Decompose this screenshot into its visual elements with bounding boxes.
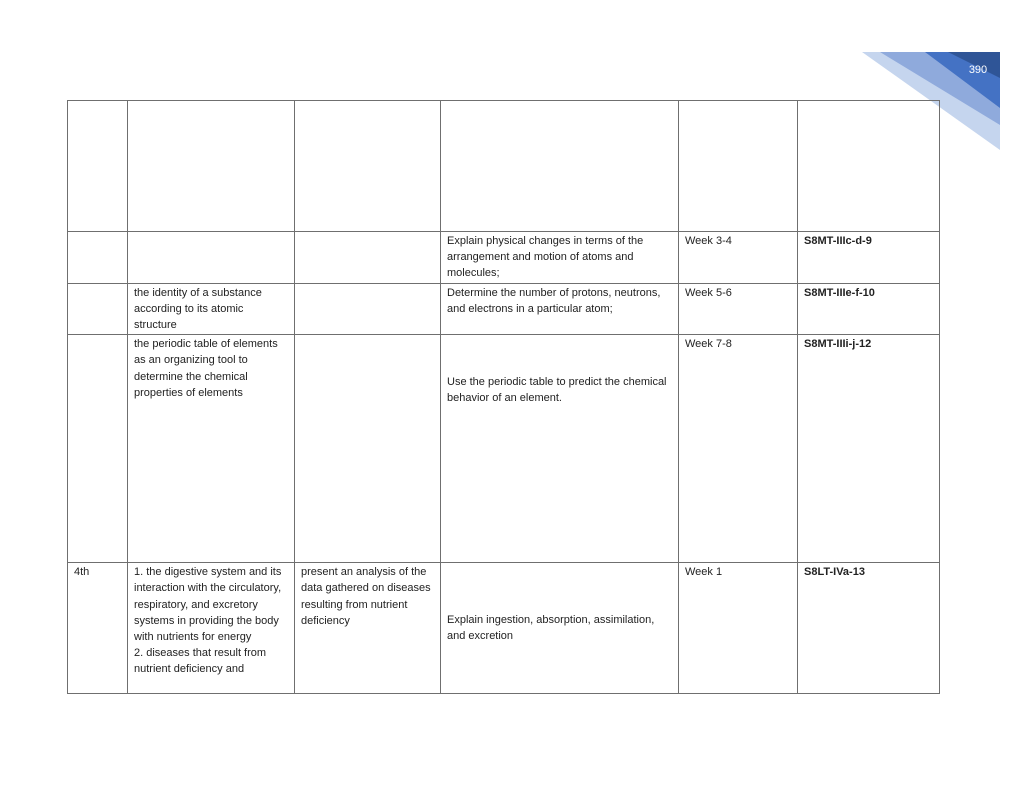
table-row	[68, 101, 940, 232]
week-cell: Week 5-6	[679, 283, 798, 335]
code-cell: S8MT-IIIi-j-12	[798, 335, 940, 563]
quarter-cell	[68, 335, 128, 563]
competency-text: Explain ingestion, absorption, assimilation, and excretion	[447, 614, 655, 643]
content-cell	[128, 101, 295, 232]
competency-cell	[441, 563, 679, 694]
week-cell: Week 7-8	[679, 335, 798, 563]
code-cell	[798, 101, 940, 232]
page-number: 390	[968, 64, 988, 76]
competency-cell	[441, 101, 679, 232]
curriculum-table	[67, 100, 940, 694]
quarter-cell: 4th	[68, 563, 128, 694]
quarter-cell	[68, 232, 128, 284]
content-item: 1. the digestive system and its interaction with the circulatory, respiratory, and excretory systems in providing the body with nutrients for energy	[134, 566, 282, 644]
content-cell: the periodic table of elements as an organizing tool to determine the chemical properties of elements	[128, 335, 295, 563]
standard-cell	[295, 283, 441, 335]
content-item: 2. diseases that result from nutrient deficiency and	[134, 647, 267, 676]
standard-cell	[295, 232, 441, 284]
week-cell	[679, 101, 798, 232]
competency-cell	[441, 335, 679, 563]
standard-cell	[295, 335, 441, 563]
standard-cell: present an analysis of the data gathered on diseases resulting from nutrient deficiency	[295, 563, 441, 694]
competency-cell: Determine the number of protons, neutrons, and electrons in a particular atom;	[441, 283, 679, 335]
content-cell	[128, 563, 295, 694]
quarter-cell	[68, 283, 128, 335]
content-cell: the identity of a substance according to its atomic structure	[128, 283, 295, 335]
competency-text: Use the periodic table to predict the chemical behavior of an element.	[447, 376, 667, 405]
code-cell: S8LT-IVa-13	[798, 563, 940, 694]
content-cell	[128, 232, 295, 284]
standard-cell	[295, 101, 441, 232]
code-cell: S8MT-IIIe-f-10	[798, 283, 940, 335]
table-row	[68, 335, 940, 563]
table-row	[68, 232, 940, 284]
week-cell: Week 3-4	[679, 232, 798, 284]
week-cell: Week 1	[679, 563, 798, 694]
competency-cell: Explain physical changes in terms of the arrangement and motion of atoms and molecules;	[441, 232, 679, 284]
code-cell: S8MT-IIIc-d-9	[798, 232, 940, 284]
quarter-cell	[68, 101, 128, 232]
table-row	[68, 563, 940, 694]
table-row	[68, 283, 940, 335]
